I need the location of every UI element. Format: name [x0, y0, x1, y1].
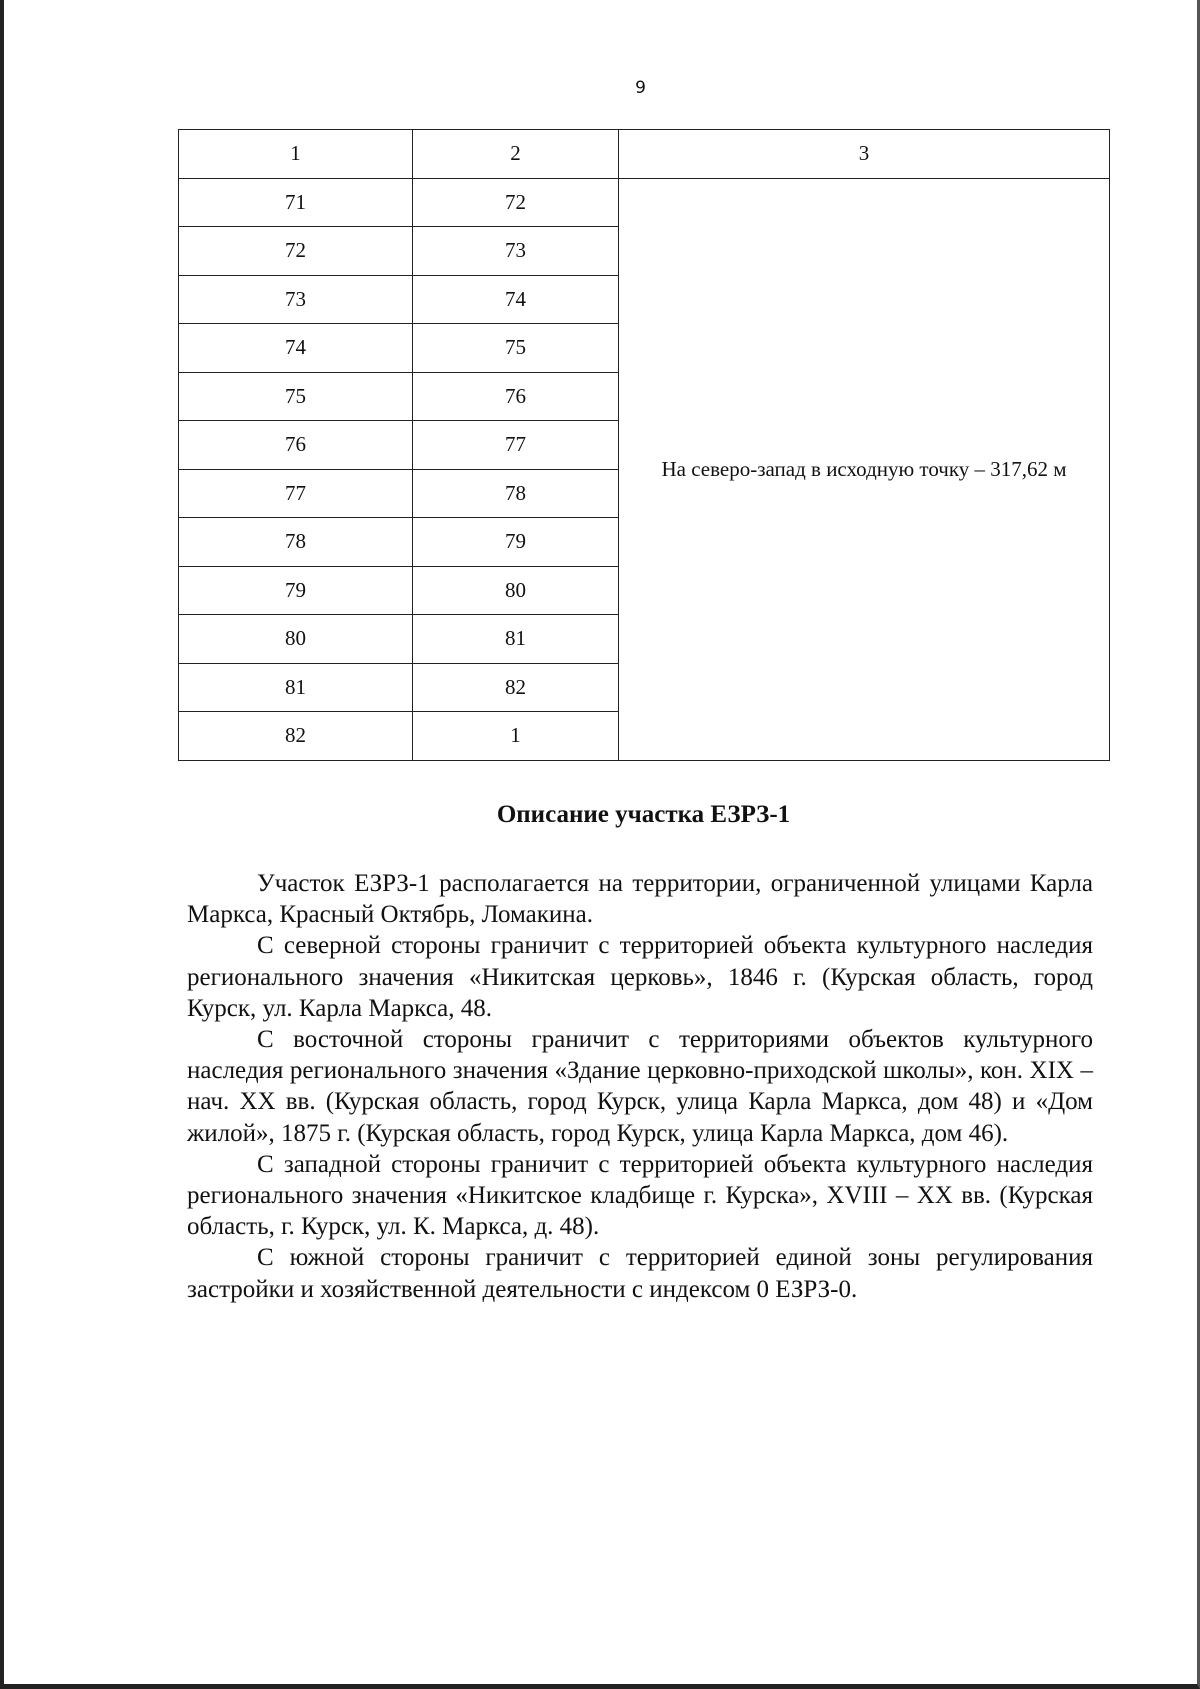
section-title: Описание участка ЕЗРЗ-1 [496, 801, 791, 828]
table-cell-to: 80 [413, 566, 619, 615]
table-cell-from: 77 [179, 469, 413, 518]
table-cell-to: 73 [413, 227, 619, 276]
table-cell-from: 72 [179, 227, 413, 276]
table-header-cell: 3 [619, 130, 1110, 179]
table-cell-from: 79 [179, 566, 413, 615]
table-cell-to: 82 [413, 663, 619, 712]
section-body [187, 868, 1093, 1305]
table-cell-from: 76 [179, 421, 413, 470]
page-number: 9 [635, 78, 646, 98]
table-cell-from: 82 [179, 712, 413, 761]
table-cell-from: 75 [179, 372, 413, 421]
table-header-row [179, 130, 1110, 179]
table-cell-from: 71 [179, 178, 413, 227]
paragraph: Участок ЕЗРЗ-1 располагается на территории, ограниченной улицами Карла Маркса, Красный Октябрь, Ломакина. [187, 870, 1093, 929]
table-cell-to: 76 [413, 372, 619, 421]
table-cell-to: 1 [413, 712, 619, 761]
table-cell-from: 78 [179, 518, 413, 567]
paragraph: С восточной стороны граничит с территориями объектов культурного наследия регионального значения «Здание церковно-приходской школы», кон. XIX – нач. XX вв. (Курская область, город Курск, улица Карла Маркса, дом 48) и «Дом жилой», 1875 г. (Курская область, город Курск, улица Карла Маркса, дом 46). [187, 1026, 1093, 1147]
table-row [179, 178, 1110, 227]
table-cell-from: 74 [179, 324, 413, 373]
paragraph: С западной стороны граничит с территорией объекта культурного наследия регионального значения «Никитское кладбище г. Курска», XVIII – XX вв. (Курская область, г. Курск, ул. К. Маркса, д. 48). [187, 1150, 1093, 1241]
boundary-table [178, 129, 1110, 761]
table-header-cell: 2 [413, 130, 619, 179]
paragraph: С южной стороны граничит с территорией единой зоны регулирования застройки и хозяйственной деятельности с индексом 0 ЕЗРЗ-0. [187, 1244, 1093, 1303]
table-header-cell: 1 [179, 130, 413, 179]
table-cell-from: 80 [179, 615, 413, 664]
table-cell-to: 78 [413, 469, 619, 518]
table-cell-from: 81 [179, 663, 413, 712]
table-cell-to: 81 [413, 615, 619, 664]
table-cell-to: 72 [413, 178, 619, 227]
table-cell-from: 73 [179, 275, 413, 324]
table-cell-to: 77 [413, 421, 619, 470]
table-cell-to: 74 [413, 275, 619, 324]
table-cell-to: 75 [413, 324, 619, 373]
table-cell-to: 79 [413, 518, 619, 567]
table-cell-description: На северо-запад в исходную точку – 317,62 м [619, 178, 1110, 760]
paragraph: С северной стороны граничит с территорией объекта культурного наследия регионального значения «Никитская церковь», 1846 г. (Курская область, город Курск, ул. Карла Маркса, 48. [187, 932, 1093, 1022]
